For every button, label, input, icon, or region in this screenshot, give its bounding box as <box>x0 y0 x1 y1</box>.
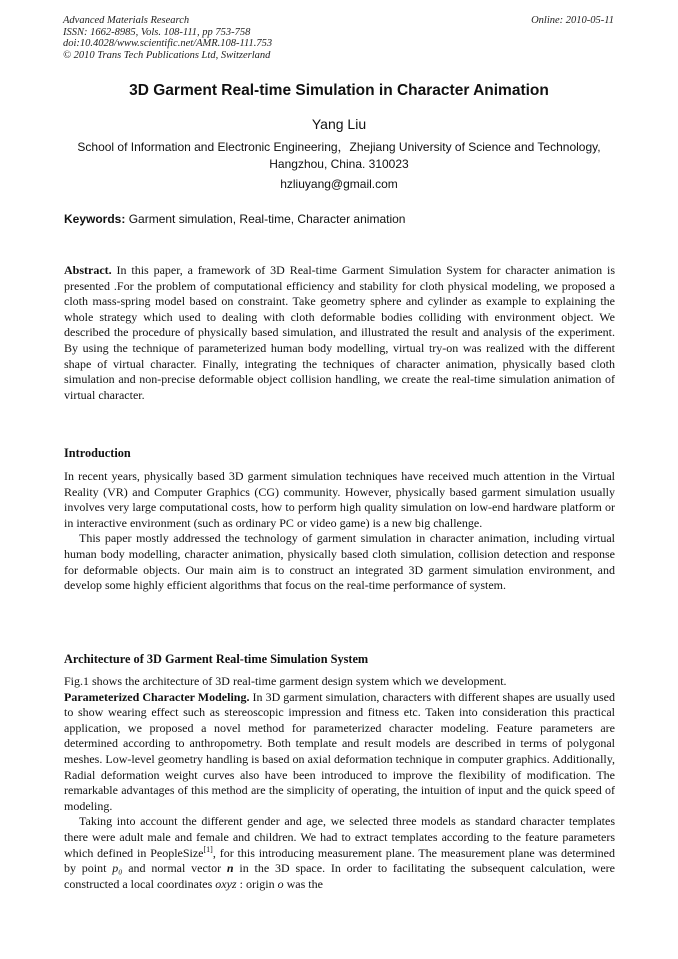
p3-text-e: : origin <box>236 876 278 891</box>
subsection-label: Parameterized Character Modeling. <box>64 689 250 704</box>
p3-text-c: and normal vector <box>122 861 227 876</box>
p3-text-f: was the <box>283 876 323 891</box>
affiliation-line-2: Hangzhou, China. 310023 <box>269 157 409 171</box>
introduction-paragraph-1: In recent years, physically based 3D garment simulation techniques have received much attention in the Virtual Reality (VR) and Computer Graphics (CG) community. However, physically based garment simulation usually involves very large computational costs, how to perform high quality simulation on low-end hardware platform or in interactive environment (such as ordinary PC or video game) is a new big challenge. <box>64 469 615 530</box>
introduction-body <box>64 469 615 594</box>
journal-name: Advanced Materials Research <box>63 15 190 26</box>
architecture-paragraph-1: Fig.1 shows the architecture of 3D real-time garment design system which we development. <box>64 674 507 688</box>
p3-text-d: in the 3D space. In order to facilitating the subsequent calculation, were constructed a local coordinates <box>64 861 615 891</box>
symbol-p0: p₀ <box>112 861 123 876</box>
architecture-paragraph-2 <box>64 690 615 815</box>
symbol-oxyz: oxyz <box>215 876 237 891</box>
issn-line: ISSN: 1662-8985, Vols. 108-111, pp 753-758 <box>63 26 251 38</box>
introduction-paragraph-2: This paper mostly addressed the technology of garment simulation in character animation, including virtual human body modelling, character animation, physically based cloth simulation, collision detection and response for deformable objects. Our main aim is to construct an integrated 3D garment simulation environment, and develop some highly efficient algorithms that focus on the real-time performance of system. <box>64 531 615 593</box>
abstract-label: Abstract. <box>64 263 112 277</box>
affiliation <box>62 139 616 173</box>
keywords-text: Garment simulation, Real-time, Character animation <box>125 212 406 226</box>
architecture-paragraph-3 <box>64 814 615 892</box>
copyright-line: © 2010 Trans Tech Publications Ltd, Switzerland <box>63 49 271 61</box>
affiliation-line-1: School of Information and Electronic Engineering，Zhejiang University of Science and Technology, <box>77 140 601 154</box>
architecture-body <box>64 674 615 892</box>
doi-line: doi:10.4028/www.scientific.net/AMR.108-111.753 <box>63 38 273 49</box>
abstract <box>64 263 615 403</box>
author-email: hzliuyang@gmail.com <box>280 177 398 191</box>
author-name: Yang Liu <box>311 116 367 132</box>
p3-text-a: Taking into account the different gender and age, we selected three models as standard character templates there were adult male and female and children. We had to extract templates according to the feature parameters which defined in PeopleSize <box>64 814 615 860</box>
symbol-o: o <box>277 876 284 891</box>
citation-ref: [1] <box>203 844 213 854</box>
paper-title: 3D Garment Real-time Simulation in Character Animation <box>129 82 549 99</box>
keywords-label: Keywords: <box>64 212 126 226</box>
p3-text-b: , for this introducing measurement plane. The measurement plane was determined by point <box>64 845 615 876</box>
online-date: Online: 2010-05-11 <box>531 15 614 26</box>
journal-header <box>63 15 272 61</box>
abstract-text: In this paper, a framework of 3D Real-time Garment Simulation System for character animation is presented .For the problem of computational efficiency and stability for cloth physical modeling, we proposed a cloth mass-spring model based on constraint. Take geometry sphere and cylinder as example to explaining the whole strategy which used to dealing with cloth deformable bodies colliding with environment object. We described the procedure of physically based simulation, and illustrated the result and analysis of the experiment. By using the technique of parameterized human body modelling, virtual try-on was realized with the different shape of virtual character. Finally, integrating the techniques of character animation, physically based cloth simulation and non-precise deformable object collision handling, we create the real-time simulation animation of virtual character. <box>64 263 615 402</box>
architecture-paragraph-2-text: In 3D garment simulation, characters with different shapes are usually used to show wearing effect such as stereoscopic impression and fitness etc. Taken into consideration this practical application, we proposed a novel method for parameterized character modeling. Feature parameters are determined according to anthropometry. Both template and result models are described in terms of polygonal meshes. Low-level geometry handling is based on axial deformation technique in computer graphics. Additionally, Radial deformation weight curves also have been introduced to improve the flexibility of modification. The remarkable advantages of this method are the simplicity of operating, the intuition of input and the quick speed of modeling. <box>64 689 615 813</box>
keywords <box>64 212 405 226</box>
section-heading-architecture: Architecture of 3D Garment Real-time Simulation System <box>64 652 369 666</box>
symbol-n: n <box>226 861 234 876</box>
section-heading-introduction: Introduction <box>64 446 131 460</box>
